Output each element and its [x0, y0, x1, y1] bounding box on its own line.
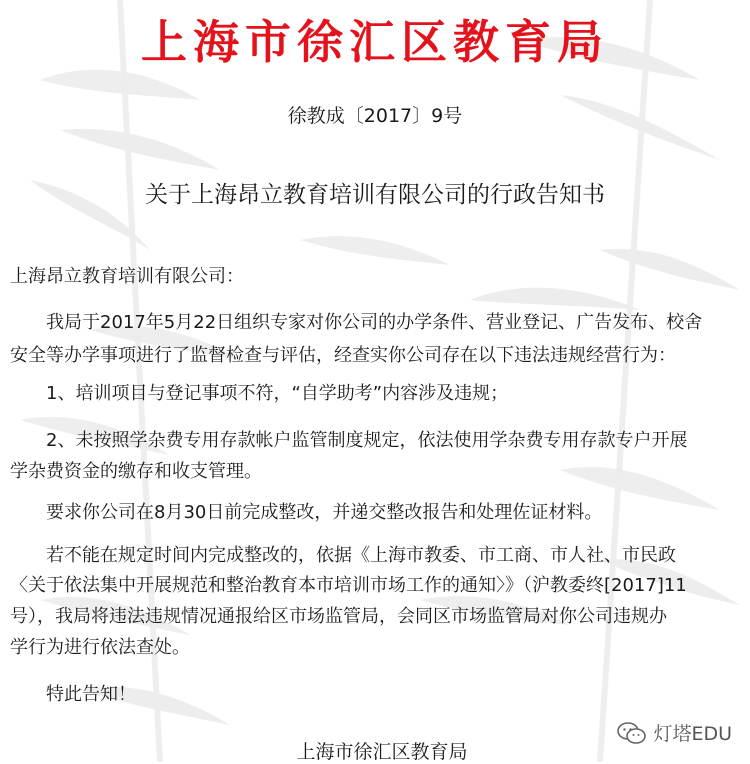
- item-2-line-1: 2、未按照学杂费专用存款帐户监管制度规定，依法使用学杂费专用存款专户开展: [46, 430, 688, 451]
- item-1: 1、培训项目与登记事项不符，“自学助考”内容涉及违规；: [46, 383, 509, 404]
- closing-remark: 特此告知！: [46, 684, 136, 705]
- paragraph-3-line-4: 学行为进行依法查处。: [10, 637, 190, 658]
- watermark: [617, 719, 732, 746]
- paragraph-3-line-3: 号），我局将违法违规情况通报给区市场监管局，会同区市场监管局对你公司违规办: [10, 606, 667, 627]
- paragraph-2: 要求你公司在8月30日前完成整改，并递交整改报告和处理佐证材料。: [46, 502, 603, 523]
- watermark-text: 灯塔EDU: [653, 723, 732, 745]
- paragraph-3-line-1: 若不能在规定时间内完成整改的，依据《上海市教委、市工商、市人社、市民政: [46, 545, 676, 566]
- agency-title: 上海市徐汇区教育局: [141, 15, 609, 69]
- paragraph-3-line-2: 〈关于依法集中开展规范和整治教育本市培训市场工作的通知〉》（沪教委终[2017]11: [10, 575, 687, 596]
- item-2-line-2: 学杂费资金的缴存和收支管理。: [10, 461, 262, 482]
- document-number: 徐教成〔2017〕9号: [287, 105, 463, 127]
- paragraph-1-line-1: 我局于2017年5月22日组织专家对你公司的办学条件、营业登记、广告发布、校舍: [46, 312, 703, 333]
- signature: 上海市徐汇区教育局: [296, 741, 468, 763]
- wechat-icon: [617, 721, 647, 745]
- salutation: 上海昂立教育培训有限公司：: [10, 266, 244, 287]
- paragraph-1-line-2: 安全等办学事项进行了监督检查与评估，经查实你公司存在以下违法违规经营行为：: [10, 345, 676, 366]
- document-title: 关于上海昂立教育培训有限公司的行政告知书: [145, 182, 605, 208]
